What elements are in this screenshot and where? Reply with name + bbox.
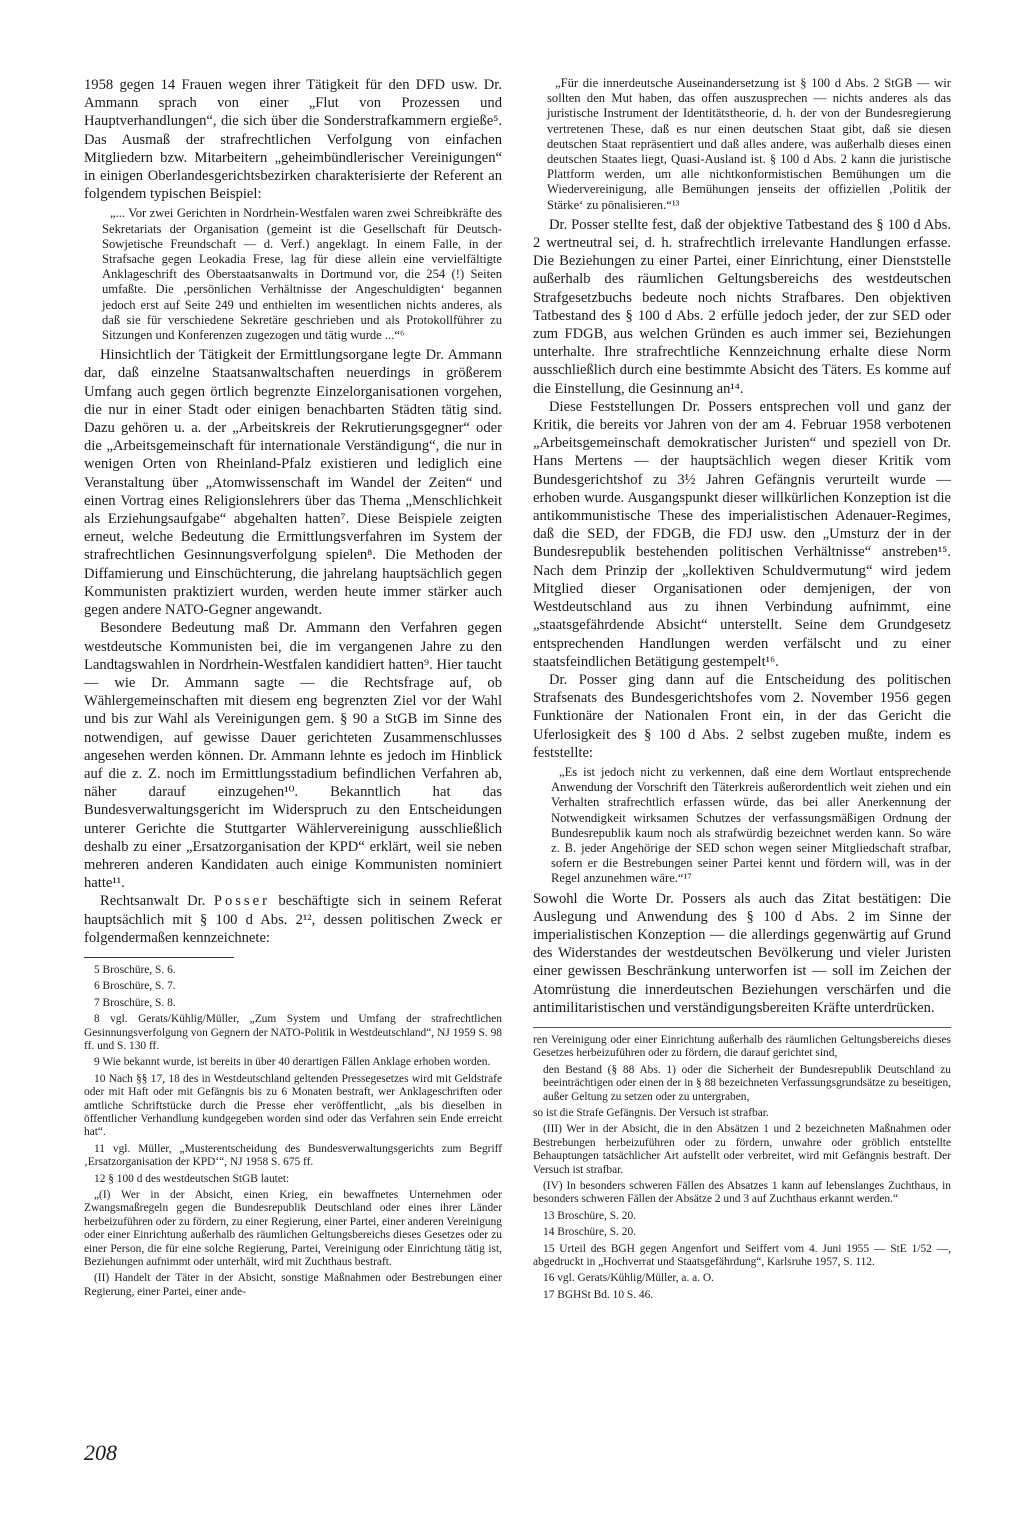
footnote-continuation: ren Vereinigung oder einer Einrichtung außerhalb des räumlichen Geltungsbereichs dieses Gesetzes herbeizuführen oder zu fördern, die darauf gerichtet sind,: [533, 1033, 951, 1060]
right-column: [533, 76, 951, 1305]
paragraph: Dr. Posser ging dann auf die Entscheidung des politischen Strafsenats des Bundesgerichtshofes vom 2. November 1956 gegen Funktionäre der Nationalen Front ein, in der das Gericht die Uferlosigkeit des § 100 d Abs. 2 selbst zugeben mußte, indem es feststellte:: [533, 671, 951, 761]
paragraph: Diese Feststellungen Dr. Possers entsprechen voll und ganz der Kritik, die bereits vor Jahren von der am 4. Februar 1958 verbotenen „Arbeitsgemeinschaft demokratischer Juristen“ und speziell von Dr. Hans Mertens — der hauptsächlich wegen dieser Kritik vom Bundesgerichtshof zu 3½ Jahren Gefängnis verurteilt wurde — erhoben wurde. Ausgangspunkt dieser willkürlichen Konzeption ist die antikommunistische These des imperialistischen Adenauer-Regimes, daß die SED, der FDGB, die FDJ usw. den „Umsturz der in der Bundesrepublik bestehenden politischen Verhältnisse“ anstreben¹⁵. Nach dem Prinzip der „kollektiven Schuldvermutung“ wird jedem Mitglied dieser Organisationen oder demjenigen, der von Westdeutschland aus zu ihnen Verbindung aufnimmt, eine „staatsgefährdende Absicht“ unterstellt. Seine dem Grundgesetz entsprechenden Handlungen werden verfälscht und zu einer staatsfeindlichen Betätigung gestempelt¹⁶.: [533, 398, 951, 670]
footnote-continuation: (IV) In besonders schweren Fällen des Absatzes 1 kann auf lebenslanges Zuchthaus, in besonders schweren Fällen der Absätze 2 und 3 auf Zuchthaus erkannt werden.“: [533, 1180, 951, 1206]
footnote-continuation: (III) Wer in der Absicht, die in den Absätzen 1 und 2 bezeichneten Maßnahmen oder Bestrebungen herbeizuführen oder zu fördern, unwahre oder gröblich entstellte Behauptungen tatsächlicher Art aufstellt oder verbreitet, wird mit Gefängnis bestraft. Der Versuch ist strafbar.: [533, 1123, 951, 1176]
paragraph: Besondere Bedeutung maß Dr. Ammann den Verfahren gegen westdeutsche Kommunisten bei, die im vergangenen Jahre zu den Landtagswahlen in Nordrhein-Westfalen kandidiert hatten⁹. Hier taucht — wie Dr. Ammann sagte — die Rechtsfrage auf, ob Wählergemeinschaften mit diesem eng begrenzten Ziel vor der Wahl und bis zur Wahl als Vereinigungen gem. § 90 a StGB im Sinne des notwendigen, auf gewisse Dauer gerichteten Zusammenschlusses angesehen werden können. Dr. Ammann lehnte es jedoch im Hinblick auf die z. Z. noch im Ermittlungsstadium befindlichen Verfahren ab, näher darauf einzugehen¹⁰. Bekanntlich hat das Bundesverwaltungsgericht im Widerspruch zu den Entscheidungen unterer Gerichte die Stuttgarter Wählervereinigung ausschließlich deshalb zu einer „Ersatzorganisation der KPD“ erklärt, weil sie neben mehreren anderen Kandidaten auch einige Kommunisten nominiert hatte¹¹.: [84, 620, 502, 892]
footnote: 15 Urteil des BGH gegen Angenfort und Seiffert vom 4. Juni 1955 — StE 1/52 —, abgedruckt in „Hochverrat und Staatsgefährdung“, Karlsruhe 1957, S. 112.: [533, 1242, 951, 1269]
block-quote: „... Vor zwei Gerichten in Nordrhein-Westfalen waren zwei Schreibkräfte des Sekretariats der Organisation (gemeint ist die Gesellschaft für Deutsch-Sowjetische Freundschaft — d. Verf.) angeklagt. In einem Falle, in der Strafsache gegen Leokadia Frese, lag für diese allein eine vervielfältigte Anklageschrift des Oberstaatsanwalts in Dortmund vor, die 254 (!) Seiten umfaßte. Die ‚persönlichen Verhältnisse der Angeschuldigten‘ begannen jedoch erst auf Seite 249 und enthielten im wesentlichen nichts anderes, als daß sie für verschiedene Sekretäre geschrieben und als Protokollführer zu Sitzungen und Konferenzen zugezogen und tätig wurde ...“⁶: [102, 206, 502, 343]
paragraph: [84, 892, 502, 947]
footnote-divider: [84, 957, 234, 958]
footnote-continuation: den Bestand (§ 88 Abs. 1) oder die Sicherheit der Bundesrepublik Deutschland zu beeinträchtigen oder einen der in § 88 bezeichneten Verfassungsgrundsätze zu beseitigen, außer Geltung zu setzen oder zu untergraben,: [543, 1063, 951, 1103]
left-column: [84, 76, 502, 1302]
paragraph: Hinsichtlich der Tätigkeit der Ermittlungsorgane legte Dr. Ammann dar, daß einzelne Staatsanwaltschaften neuerdings in größerem Umfang auch gegen örtlich begrenzte Einzelorganisationen vorgehen, die nur in einer Stadt oder einigen benachbarten Städten tätig sind. Dazu gehören u. a. der „Arbeitskreis der Rekrutierungsgegner“ oder die „Arbeitsgemeinschaft für internationale Verständigung“, die nur in wenigen Orten von Rheinland-Pfalz existieren und lediglich eine Veranstaltung über „Atomwissenschaft im Wandel der Zeiten“ und einen Vortrag eines Religionslehrers über das Thema „Menschlichkeit als Erziehungsaufgabe“ abgehalten hatten⁷. Diese Beispiele zeigten erneut, welche Bedeutung die Ermittlungsverfahren im System der strafrechtlichen Gesinnungsverfolgung spielen⁸. Die Methoden der Diffamierung und Einschüchterung, die jahrelang hauptsächlich gegen Kommunisten praktiziert wurden, werden heute immer stärker auch gegen andere NATO-Gegner angewandt.: [84, 347, 502, 619]
footnote-statute-text: „(I) Wer in der Absicht, einen Krieg, ein bewaffnetes Unternehmen oder Zwangsmaßregeln gegen die Bundesrepublik Deutschland oder eines ihrer Länder herbeizuführen oder zu fördern, zu einer Regierung, einer Partei, einer anderen Vereinigung oder einer Einrichtung außerhalb des räumlichen Geltungsbereichs dieses Gesetzes oder zu einer Person, die für eine solche Regierung, Partei, Vereinigung oder Einrichtung tätig ist, Beziehungen aufnimmt oder unterhält, wird mit Zuchthaus bestraft.: [84, 1189, 502, 1269]
paragraph: Sowohl die Worte Dr. Possers als auch das Zitat bestätigen: Die Auslegung und Anwendung des § 100 d Abs. 2 im Sinne der imperialistischen Konzeption — die allerdings gegenwärtig auf Grund des Widerstandes der westdeutschen Bevölkerung und vieler Juristen einer gewissen Beschränkung unterworfen ist — soll im Zeichen der Atomrüstung die innerdeutschen Beziehungen verschärfen und die antimilitaristischen und verständigungsbereiten Kräfte unterdrücken.: [533, 890, 951, 1016]
footnote: 13 Broschüre, S. 20.: [543, 1209, 637, 1222]
footnote: 7 Broschüre, S. 8.: [94, 996, 176, 1009]
footnote: 9 Wie bekannt wurde, ist bereits in über 40 derartigen Fällen Anklage erhoben worden.: [94, 1056, 491, 1069]
footnote: 14 Broschüre, S. 20.: [543, 1226, 637, 1239]
footnote: 12 § 100 d des westdeutschen StGB lautet:: [94, 1172, 290, 1185]
footnote: 11 vgl. Müller, „Musterentscheidung des Bundesverwaltungsgerichts zum Begriff ‚Ersatzorganisation der KPD‘“, NJ 1958 S. 675 ff.: [84, 1142, 502, 1169]
paragraph: 1958 gegen 14 Frauen wegen ihrer Tätigkeit für den DFD usw. Dr. Ammann sprach von einer „Flut von Prozessen und Hauptverhandlungen“, die sich über die Sonderstrafkammern ergieße⁵. Das Ausmaß der strafrechtlichen Verfolgung von einfachen Mitgliedern bzw. Mitarbeitern „geheimbündlerischer Vereinigungen“ in einigen Oberlandesgerichtsbezirken charakterisierte der Referent an folgendem typischen Beispiel:: [84, 77, 502, 203]
footnote: 16 vgl. Gerats/Kühlig/Müller, a. a. O.: [543, 1272, 715, 1285]
paragraph: Dr. Posser stellte fest, daß der objektive Tatbestand des § 100 d Abs. 2 wertneutral sei, d. h. strafrechtlich irrelevante Handlungen erfasse. Die Beziehungen zu einer Partei, einer Einrichtung, einer Dienststelle außerhalb des räumlichen Geltungsbereichs des westdeutschen Strafgesetzbuchs bedeute noch nichts Strafbares. Den objektiven Tatbestand des § 100 d Abs. 2 erfülle jedoch jeder, der zur SED oder zum FDGB, aus welchen Gründen es auch immer sei, Beziehungen unterhalte. Ihre strafrechtliche Kennzeichnung erhalte diese Norm ausschließlich durch eine bestimmte Absicht des Täters. Es komme auf die Einstellung, die Gesinnung an¹⁴.: [533, 216, 951, 397]
footnote-divider: [533, 1027, 951, 1028]
footnote: 8 vgl. Gerats/Kühlig/Müller, „Zum System und Umfang der strafrechtlichen Gesinnungsverfolgung von Gegnern der NATO-Politik in Westdeutschland“, NJ 1959 S. 98 ff. und S. 130 ff.: [84, 1013, 502, 1052]
footnote-continuation: so ist die Strafe Gefängnis. Der Versuch ist strafbar.: [533, 1107, 769, 1119]
page-number: 208: [84, 1440, 117, 1465]
footnote: 10 Nach §§ 17, 18 des in Westdeutschland geltenden Pressegesetzes wird mit Geldstrafe oder mit Haft oder mit Gefängnis bis zu 6 Monaten bestraft, wer Anklageschriften oder amtliche Schriftstücke durch die Presse eher veröffentlicht, „als bis dieselben in öffentlicher Verhandlung kundgegeben worden sind oder das Verfahren sein Ende erreicht hat“.: [84, 1072, 502, 1139]
block-quote: „Für die innerdeutsche Auseinandersetzung ist § 100 d Abs. 2 StGB — wir sollten den Mut haben, das offen auszusprechen — nichts anderes als das juristische Instrument der Identitätstheorie, d. h. der von der Bundesregierung vertretenen These, daß es nur einen deutschen Staat gibt, daß sie diesen deutschen Staat repräsentiert und daß alles andere, was außerhalb dieses einen deutschen Staates liegt, Quasi-Ausland ist. § 100 d Abs. 2 kann die juristische Plattform werden, um alle nichtkonformistischen Bemühungen um die Wiedervereinigung, alle Bemühungen jenseits der offiziellen ‚Politik der Stärke‘ zu pönalisieren.“¹³: [547, 76, 951, 212]
footnote: 6 Broschüre, S. 7.: [94, 980, 176, 993]
footnote-statute-text: (II) Handelt der Täter in der Absicht, sonstige Maßnahmen oder Bestrebungen einer Regierung, einer Partei, einer ande-: [84, 1272, 502, 1298]
paragraph-text: beschäftigte sich in seinem Referat hauptsächlich mit § 100 d Abs. 2¹², dessen politischen Zweck er folgendermaßen kennzeichnete:: [84, 893, 502, 946]
spaced-name: Posser: [213, 893, 270, 910]
block-quote: „Es ist jedoch nicht zu verkennen, daß eine dem Wortlaut entsprechende Anwendung der Vorschrift den Täterkreis außerordentlich weit ziehen und ein Verhalten strafrechtlich erfassen würde, das bei aller Anerkennung der Notwendigkeit wirksamen Schutzes der verfassungsmäßigen Ordnung der Bundesrepublik kaum noch als strafwürdig bezeichnet werden kann. So wäre z. B. jeder Angehörige der SED schon wegen seiner Mitgliedschaft strafbar, sofern er die Bestrebungen seiner Partei kennt und fördern will, was in der Regel anzunehmen wäre.“¹⁷: [551, 764, 951, 886]
paragraph-text: Rechtsanwalt Dr.: [100, 893, 206, 910]
footnote: 5 Broschüre, S. 6.: [94, 963, 176, 976]
footnote: 17 BGHSt Bd. 10 S. 46.: [543, 1288, 654, 1301]
